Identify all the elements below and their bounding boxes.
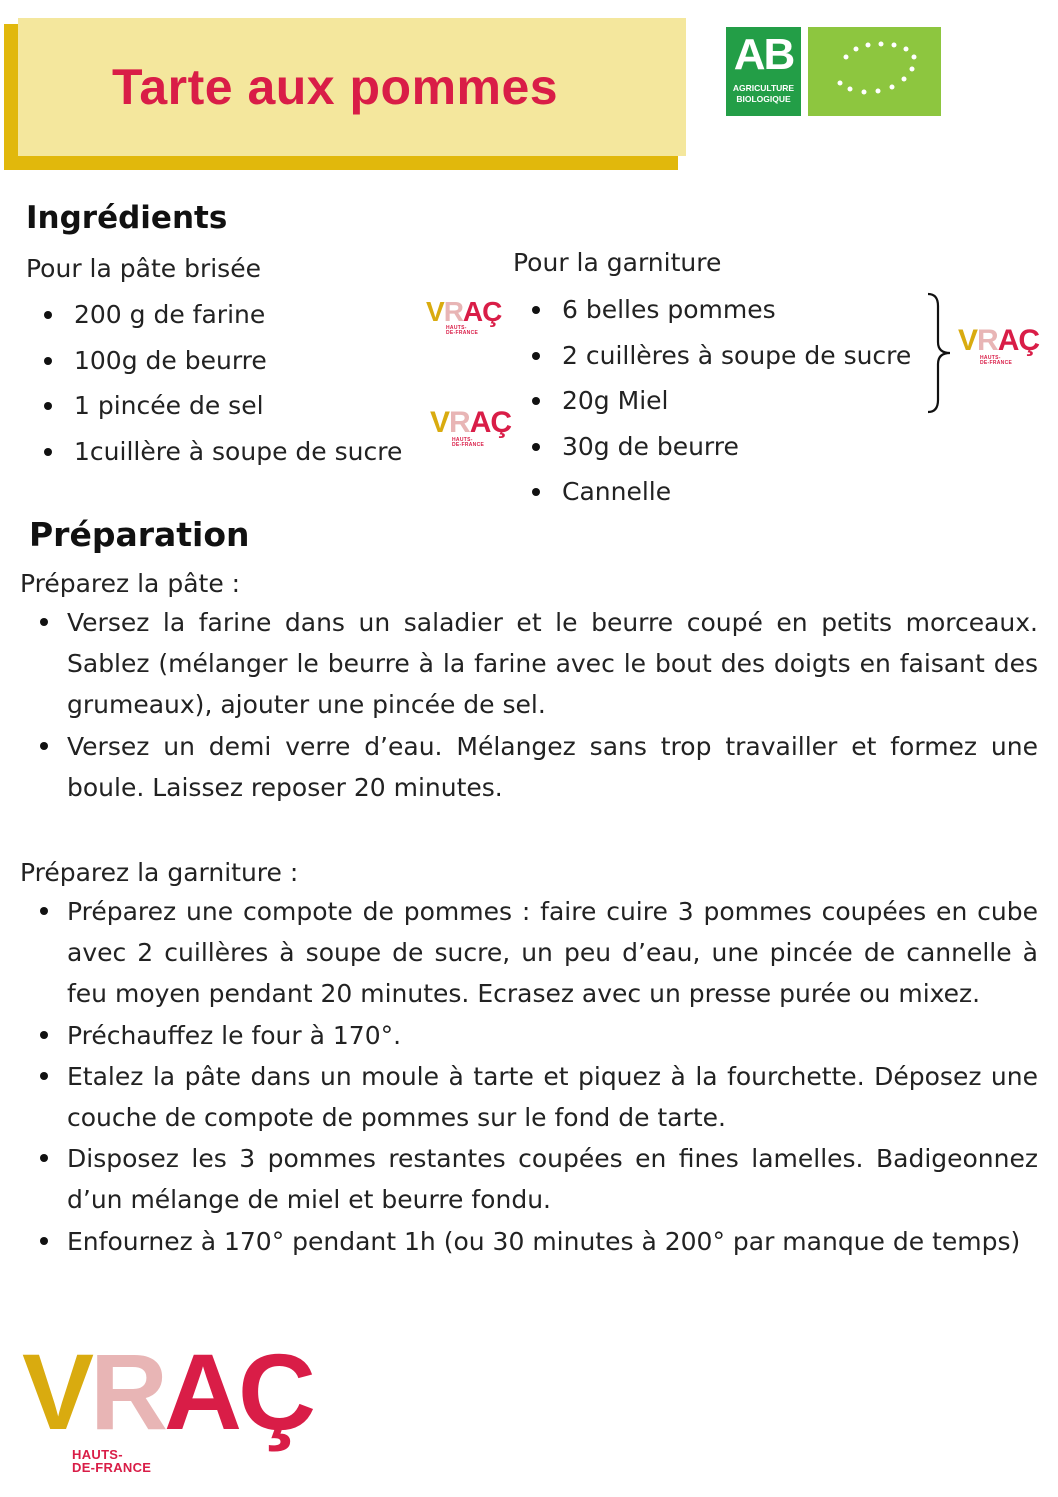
ab-organic-logo	[726, 27, 801, 116]
ingredients-heading: Ingrédients	[26, 200, 228, 236]
list-item: Etalez la pâte dans un moule à tarte et piquez à la fourchette. Déposez une couche de compote de pommes sur le fond de tarte.	[20, 1056, 1038, 1138]
curly-brace-icon	[926, 292, 952, 414]
list-item: 1cuillère à soupe de sucre	[26, 429, 402, 475]
vrac-logo-small: VRAÇ HAUTS- DE-FRANCE	[958, 324, 1040, 366]
list-item: 100g de beurre	[26, 338, 402, 384]
pate-label: Pour la pâte brisée	[26, 254, 261, 283]
ab-logo-letters: AB	[733, 30, 794, 79]
list-item: Versez un demi verre d’eau. Mélangez sans trop travailler et formez une boule. Laissez reposer 20 minutes.	[20, 726, 1038, 808]
list-item: 200 g de farine	[26, 292, 402, 338]
preparation-heading: Préparation	[29, 515, 250, 554]
preparation-pate-section	[20, 565, 1038, 808]
title-banner	[18, 18, 686, 156]
prep-pate-label: Préparez la pâte :	[20, 569, 241, 598]
list-item: Disposez les 3 pommes restantes coupées en fines lamelles. Badigeonnez d’un mélange de miel et beurre fondu.	[20, 1138, 1038, 1220]
prep-garniture-label: Préparez la garniture :	[20, 858, 299, 887]
ab-logo-line2: BIOLOGIQUE	[736, 94, 791, 104]
garniture-ingredient-list	[514, 287, 911, 515]
list-item: 20g Miel	[514, 378, 911, 424]
list-item: Enfournez à 170° pendant 1h (ou 30 minutes à 200° par manque de temps)	[20, 1221, 1038, 1262]
prep-garniture-steps	[20, 891, 1038, 1262]
preparation-garniture-section	[20, 854, 1038, 1262]
list-item: Préparez une compote de pommes : faire cuire 3 pommes coupées en cube avec 2 cuillères à soupe de sucre, un peu d’eau, une pincée de cannelle à feu moyen pendant 20 minutes. Ecrasez avec un presse purée ou mixez.	[20, 891, 1038, 1015]
list-item: 1 pincée de sel	[26, 383, 402, 429]
eu-organic-leaf-logo	[808, 27, 941, 116]
vrac-logo-large: VRAÇ HAUTS- DE-FRANCE	[22, 1331, 313, 1475]
vrac-logo-small: VRAÇ HAUTS- DE-FRANCE	[430, 406, 512, 448]
list-item: Versez la farine dans un saladier et le beurre coupé en petits morceaux. Sablez (mélanger le beurre à la farine avec le bout des doigts en faisant des grumeaux), ajouter une pincée de sel.	[20, 602, 1038, 726]
list-item: 6 belles pommes	[514, 287, 911, 333]
list-item: Préchauffez le four à 170°.	[20, 1015, 1038, 1056]
eu-leaf-icon	[808, 27, 941, 116]
garniture-label: Pour la garniture	[513, 248, 722, 277]
list-item: 2 cuillères à soupe de sucre	[514, 333, 911, 379]
list-item: Cannelle	[514, 469, 911, 515]
ab-logo-line1: AGRICULTURE	[732, 83, 795, 93]
page-title: Tarte aux pommes	[112, 59, 559, 115]
prep-pate-steps	[20, 602, 1038, 808]
pate-ingredient-list	[26, 292, 402, 474]
list-item: 30g de beurre	[514, 424, 911, 470]
vrac-logo-small: VRAÇ HAUTS- DE-FRANCE	[426, 296, 502, 336]
